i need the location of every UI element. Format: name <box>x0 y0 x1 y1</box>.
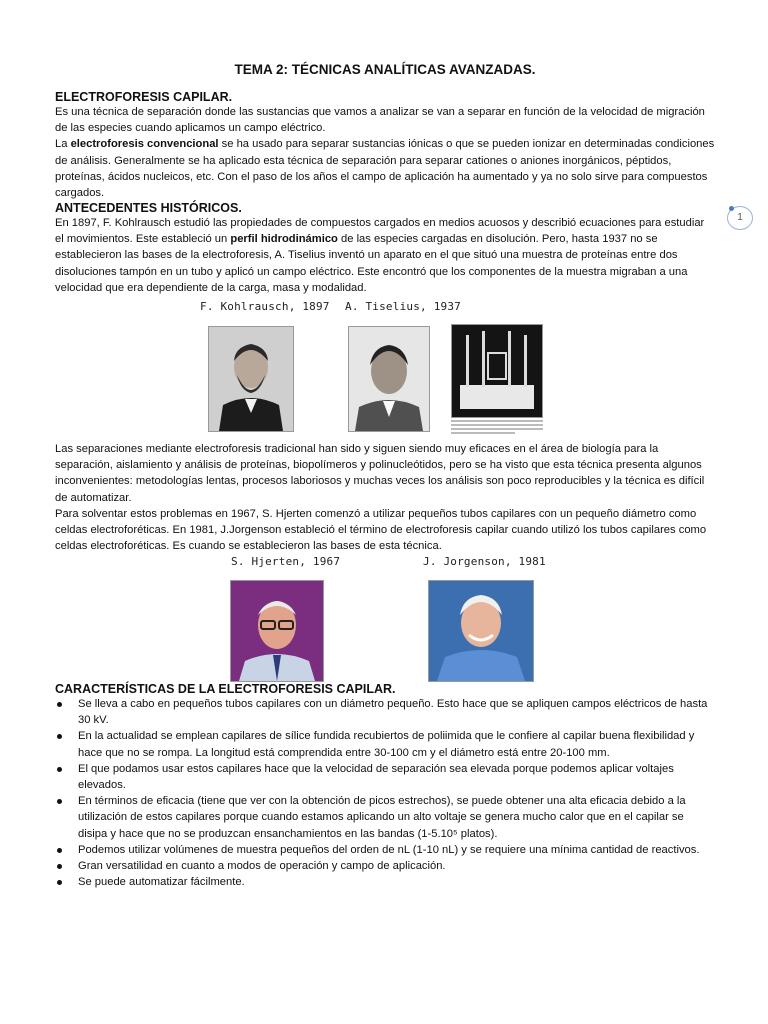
section-heading: ANTECEDENTES HISTÓRICOS. <box>55 201 242 215</box>
jorgenson-photo <box>428 580 534 682</box>
photo-caption: J. Jorgenson, 1981 <box>423 555 546 568</box>
list-item: Se puede automatizar fácilmente. <box>55 874 715 890</box>
features-list <box>55 696 715 890</box>
text-run: de las especies cargadas en disolución. Pero, hasta 1937 no se establecieron las bases de la electroforesis, A. Tiselius inventó un aparato en el que situó una muestra de proteínas entre dos disoluciones tampón en un tubo y aplicó un campo eléctrico. Este encontró que los componentes de la muestra migraban a una velocidad que era dependiente de la carga, masa y modalidad. <box>55 233 688 294</box>
section-antecedentes <box>55 201 715 296</box>
section-heading: ELECTROFORESIS CAPILAR. <box>55 90 233 104</box>
list-item: En términos de eficacia (tiene que ver con la obtención de picos estrechos), se puede obtener una alta eficacia debido a la utilización de estos capilares porque cuando estamos aplicando un alto voltaje se genera mucho calor que en el capilar se disipa y hace que no se produzcan ensanchamientos en las bandas (1-5.10⁵ platos). <box>55 793 715 842</box>
apparatus-photo <box>451 324 543 418</box>
list-item: Se lleva a cabo en pequeños tubos capilares con un diámetro pequeño. Esto hace que se apliquen campos eléctricos de hasta 30 kV. <box>55 696 715 728</box>
section-electroforesis <box>55 90 715 201</box>
apparatus-illustration <box>452 325 542 417</box>
portrait-illustration <box>209 327 293 431</box>
paragraph <box>55 215 715 296</box>
bold-term: electroforesis convencional <box>70 138 219 151</box>
photo-caption: S. Hjerten, 1967 <box>231 555 341 568</box>
bold-term: perfil hidrodinámico <box>230 233 338 246</box>
list-item: Gran versatilidad en cuanto a modos de operación y campo de aplicación. <box>55 858 715 874</box>
comment-anchor-dot <box>729 206 734 211</box>
apparatus-caption-lines <box>451 418 543 436</box>
portrait-illustration <box>349 327 429 431</box>
section-heading: CARACTERÍSTICAS DE LA ELECTROFORESIS CAPILAR. <box>55 682 396 696</box>
photo-caption: A. Tiselius, 1937 <box>345 300 461 313</box>
text-run: se ha usado para separar sustancias iónicas o que se pueden ionizar en determinadas condiciones de análisis. Generalmente se ha aplicado esta técnica de separación para separar cationes o aniones inorgánicos, péptidos, proteínas, ácidos nucleicos, etc. Con el paso de los años el campo de aplicación ha aumentado y ya no solo sirve para compuestos cargados. <box>55 138 715 200</box>
text-run: La <box>55 138 71 151</box>
kohlrausch-photo <box>208 326 294 432</box>
photo-caption: F. Kohlrausch, 1897 <box>200 300 330 313</box>
portrait-illustration <box>429 581 533 681</box>
paragraph-group <box>55 441 715 554</box>
hjerten-photo <box>230 580 324 682</box>
paragraph: Para solventar estos problemas en 1967, S. Hjerten comenzó a utilizar pequeños tubos capilares con un pequeño diámetro como celdas electroforéticas. En 1981, J.Jorgenson estableció el término de electroforesis capilar cuando utilizó los tubos capilares como celdas electroforéticas. Es cuando se establecieron las bases de esta técnica. <box>55 507 707 553</box>
list-item: En la actualidad se emplean capilares de sílice fundida recubiertos de poliimida que le confiere al capilar buena flexibilidad y hace que no se rompa. La longitud está comprendida entre 30-100 cm y el diámetro está entre 20-100 mm. <box>55 728 715 760</box>
list-item: Podemos utilizar volúmenes de muestra pequeños del orden de nL (1-10 nL) y se requiere una mínima cantidad de reactivos. <box>55 842 715 858</box>
portrait-illustration <box>231 581 323 681</box>
text-run: En 1897, F. Kohlrausch estudió las propiedades de compuestos cargados en medios acuosos y describió ecuaciones para estudiar el movimientos. Este estableció un <box>55 217 705 246</box>
section-caracteristicas <box>55 682 715 890</box>
document-title: TEMA 2: TÉCNICAS ANALÍTICAS AVANZADAS. <box>234 62 536 77</box>
paragraph: Es una técnica de separación donde las sustancias que vamos a analizar se van a separar en función de la velocidad de migración de las especies cuando aplicamos un campo eléctrico. <box>55 106 705 135</box>
paragraph: Las separaciones mediante electroforesis tradicional han sido y siguen siendo muy eficaces en el área de biología para la separación, aislamiento y análisis de proteínas, biopolímeros y polinucleótidos, pero se ha visto que esta técnica presenta algunos inconvenientes: metodologías lentas, procesos laboriosos y muchas veces los análisis son poco reproducibles y la técnica es difícil de automatizar. <box>55 443 705 504</box>
list-item: El que podamos usar estos capilares hace que la velocidad de separación sea elevada porque podemos aplicar voltajes elevados. <box>55 761 715 793</box>
comment-marker[interactable]: 1 <box>727 206 753 230</box>
paragraph <box>55 136 715 201</box>
tiselius-photo <box>348 326 430 432</box>
